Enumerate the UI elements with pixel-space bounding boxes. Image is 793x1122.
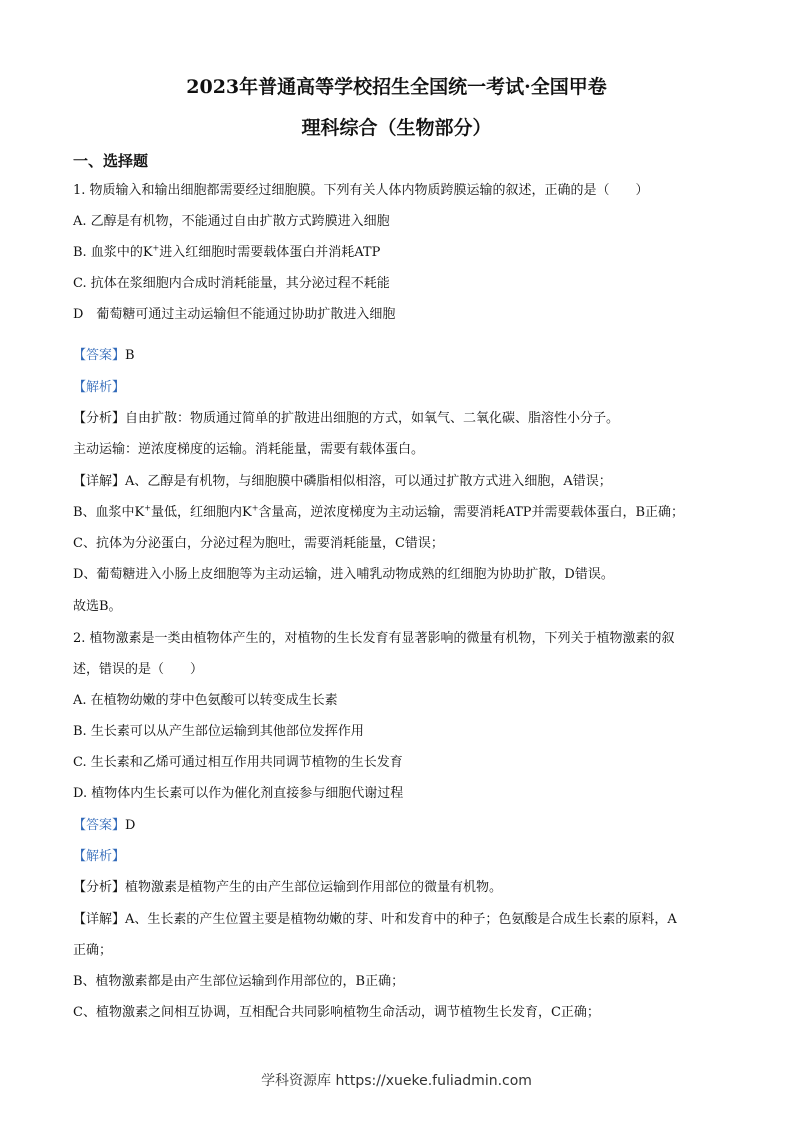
fenxi-text: 植物激素是植物产生的由产生部位运输到作用部位的微量有机物。	[125, 880, 503, 895]
fenxi-text: 自由扩散：物质通过简单的扩散进出细胞的方式，如氧气、二氧化碳、脂溶性小分子。	[125, 411, 620, 426]
q1-option-b-sup: +	[152, 243, 160, 253]
q2-analysis-tag: 【解析】	[73, 849, 126, 864]
q2-option-d: D. 植物体内生长素可以作为催化剂直接参与细胞代谢过程	[73, 786, 404, 801]
q2-option-c: C. 生长素和乙烯可通过相互作用共同调节植物的生长发育	[73, 755, 403, 770]
q1-option-b	[73, 244, 380, 262]
xiangjie-b-sup-1: +	[144, 503, 151, 513]
xiangjie-b-sup-2: +	[251, 503, 259, 513]
q1-xiangjie-d: D、葡萄糖进入小肠上皮细胞等为主动运输，进入哺乳动物成熟的红细胞为协助扩散，D错误。	[73, 567, 614, 582]
q1-xiangjie-a	[73, 473, 612, 491]
q1-answer	[73, 347, 135, 365]
xiangjie-tag: 【详解】	[73, 474, 126, 489]
xiangjie-tag: 【详解】	[73, 912, 126, 927]
q2-fenxi	[73, 879, 502, 897]
q1-xiangjie-c: C、抗体为分泌蛋白，分泌过程为胞吐，需要消耗能量，C错误；	[73, 536, 444, 551]
answer-tag: 【答案】	[73, 348, 126, 363]
q2-answer	[73, 817, 135, 835]
q1-option-b-text: B. 血浆中的K	[73, 245, 153, 260]
q1-option-c: C. 抗体在浆细胞内合成时消耗能量，其分泌过程不耗能	[73, 276, 390, 291]
page-subtitle: 理科综合（生物部分）	[301, 117, 492, 139]
answer-value: D	[125, 818, 136, 833]
xiangjie-b-text-1: B、血浆中K	[73, 505, 145, 520]
q2-option-a: A. 在植物幼嫩的芽中色氨酸可以转变成生长素	[73, 693, 338, 708]
q2-stem-2: 述，错误的是（ ）	[73, 662, 204, 677]
q1-fenxi	[73, 410, 619, 428]
fenxi-tag: 【分析】	[73, 880, 126, 895]
q2-xiangjie-b: B、植物激素都是由产生部位运输到作用部位的，B正确；	[73, 974, 405, 989]
q1-option-a: A. 乙醇是有机物，不能通过自由扩散方式跨膜进入细胞	[73, 214, 390, 229]
q2-xiangjie-a-2: 正确；	[73, 943, 113, 958]
q2-xiangjie-c: C、植物激素之间相互协调，互相配合共同影响植物生命活动，调节植物生长发育，C正确；	[73, 1005, 600, 1020]
answer-value: B	[125, 348, 135, 363]
answer-tag: 【答案】	[73, 818, 126, 833]
xiangjie-b-text-2: 量低，红细胞内K	[150, 505, 252, 520]
q2-option-b: B. 生长素可以从产生部位运输到其他部位发挥作用	[73, 724, 364, 739]
q1-analysis-tag: 【解析】	[73, 380, 126, 395]
xiangjie-b-text-3: 含量高，逆浓度梯度为主动运输，需要消耗ATP并需要载体蛋白，B正确；	[258, 505, 685, 520]
q1-conclusion: 故选B。	[73, 599, 122, 614]
footer-watermark: 学科资源库 https://xueke.fuliadmin.com	[261, 1073, 532, 1089]
xiangjie-a-text: A、生长素的产生位置主要是植物幼嫩的芽、叶和发育中的种子；色氨酸是合成生长素的原料，A	[125, 912, 677, 927]
q1-fenxi-2: 主动运输：逆浓度梯度的运输。消耗能量，需要有载体蛋白。	[73, 442, 425, 457]
section-heading: 一、选择题	[73, 152, 149, 170]
q2-xiangjie-a	[73, 911, 677, 929]
xiangjie-a-text: A、乙醇是有机物，与细胞膜中磷脂相似相溶，可以通过扩散方式进入细胞，A错误；	[125, 474, 612, 489]
q2-stem: 2. 植物激素是一类由植物体产生的，对植物的生长发育有显著影响的微量有机物，下列关于植物激素的叙	[73, 631, 675, 646]
page-title: 2023年普通高等学校招生全国统一考试·全国甲卷	[186, 76, 607, 98]
q1-stem: 1. 物质输入和输出细胞都需要经过细胞膜。下列有关人体内物质跨膜运输的叙述，正确的是（ ）	[73, 183, 649, 198]
q1-option-d: D 葡萄糖可通过主动运输但不能通过协助扩散进入细胞	[73, 307, 396, 322]
q1-option-b-text-2: 进入红细胞时需要载体蛋白并消耗ATP	[159, 245, 381, 260]
fenxi-tag: 【分析】	[73, 411, 126, 426]
q1-xiangjie-b	[73, 504, 684, 522]
